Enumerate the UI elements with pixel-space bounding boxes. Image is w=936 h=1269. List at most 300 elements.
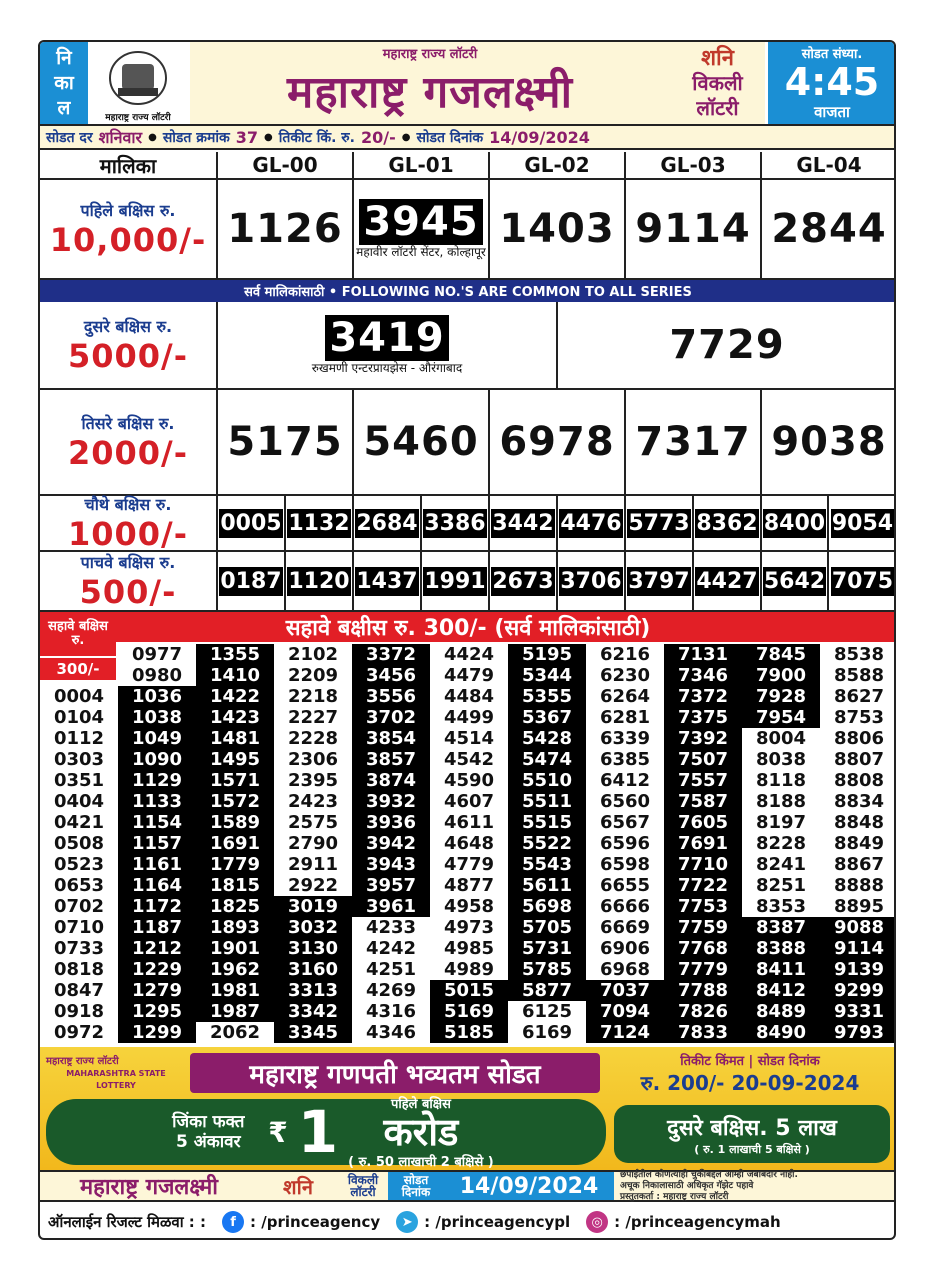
promo-first-prize (46, 1097, 606, 1170)
sixth-prize-number: 3942 (352, 833, 430, 854)
sixth-prize-number: 4611 (430, 812, 508, 833)
sixth-prize-number: 8353 (742, 896, 820, 917)
footer-notes (614, 1170, 844, 1203)
sixth-prize-number: 3874 (352, 770, 430, 791)
sixth-prize-number: 3943 (352, 854, 430, 875)
sixth-prize-number: 1481 (196, 728, 274, 749)
sixth-prize-number: 0733 (40, 938, 118, 959)
sixth-prize-number: 4989 (430, 959, 508, 980)
sixth-prize-number: 4958 (430, 896, 508, 917)
fourth-prize-number (422, 496, 490, 552)
promo-price: रु. 200/- (640, 1070, 725, 1095)
rupee-icon: ₹ (268, 1115, 288, 1149)
draw-no-label: सोडत क्रमांक (162, 129, 230, 146)
draw-date: 14/09/2024 (489, 127, 590, 147)
sixth-prize-number: 7557 (664, 770, 742, 791)
nikal-char: ल (57, 96, 71, 119)
fourth-prize-number (762, 496, 829, 552)
date-label: सोडत दिनांक (757, 1053, 820, 1069)
sixth-prize-number: 7826 (664, 1001, 742, 1022)
sixth-prize-number: 8848 (820, 812, 896, 833)
sixth-prize-number: 8807 (820, 749, 896, 770)
sixth-prize-number: 7722 (664, 875, 742, 896)
winning-shop: रुखमणी एन्टरप्रायझेस - औरंगाबाद (311, 360, 463, 375)
sixth-prize-number: 7037 (586, 980, 664, 1001)
rate-day: शनिवार (98, 128, 143, 147)
rate-label: सोडत दर (46, 129, 93, 146)
sixth-prize-number: 8188 (742, 791, 820, 812)
promo-one: 1 (297, 1098, 339, 1166)
second-prize-label (40, 302, 218, 390)
sixth-prize-number: 1129 (118, 770, 196, 791)
promo-logo (46, 1053, 186, 1095)
sixth-prize-number: 1815 (196, 875, 274, 896)
sixth-prize-number: 8490 (742, 1022, 820, 1043)
number-text: 1120 (288, 568, 350, 594)
sixth-prize-number: 5367 (508, 707, 586, 728)
sixth-prize-number: 1036 (118, 686, 196, 707)
nikal-badge (40, 42, 88, 124)
sixth-prize-number: 1161 (118, 854, 196, 875)
sixth-prize-number: 2423 (274, 791, 352, 812)
sixth-prize-number: 4648 (430, 833, 508, 854)
second-prize-number: 3419 (325, 315, 448, 361)
win-line1: जिंका फक्त (172, 1112, 245, 1132)
sixth-prize-number: 5522 (508, 833, 586, 854)
fourth-prize-number (829, 496, 896, 552)
nikal-char: का (54, 71, 74, 94)
promo-price-label: तिकीट किंमत | सोडत दिनांक (680, 1053, 820, 1069)
sixth-prize-number: 7759 (664, 917, 742, 938)
sixth-prize-number: 2395 (274, 770, 352, 791)
number-text: 1437 (356, 568, 418, 594)
prize-amount: 500/- (79, 573, 177, 611)
sixth-prize-number: 4484 (430, 686, 508, 707)
instagram-link[interactable]: : /princeagencymah (614, 1213, 781, 1231)
prize-amount: 10,000/- (49, 221, 207, 259)
fifth-prize-number (354, 552, 422, 612)
prize-title: दुसरे बक्षिस रु. (83, 317, 173, 336)
footer-note: अचूक निकालासाठी अधिकृत गॅझेट पहावे (620, 1180, 754, 1191)
fifth-prize-number (626, 552, 694, 612)
number-text: 3706 (560, 568, 622, 594)
bullet: ● (264, 131, 273, 143)
number-text: 9054 (831, 510, 894, 536)
first-prize-winning-cell (354, 180, 490, 280)
number-text: 4476 (560, 510, 622, 536)
footer-date-label: सोडत दिनांक (388, 1172, 444, 1200)
fifth-prize-number (490, 552, 558, 612)
series-label: मालिका (40, 152, 218, 180)
sixth-prize-number: 0508 (40, 833, 118, 854)
sixth-prize-number: 6169 (508, 1022, 586, 1043)
footer-date: 14/09/2024 (444, 1172, 614, 1200)
facebook-icon[interactable]: f (222, 1211, 244, 1233)
sixth-prize-number: 4985 (430, 938, 508, 959)
sixth-prize-number: 2062 (196, 1022, 274, 1043)
sixth-prize-number: 7710 (664, 854, 742, 875)
sixth-prize-number: 1172 (118, 896, 196, 917)
social-links (40, 1204, 896, 1240)
number-text: 5642 (763, 568, 826, 594)
sixth-prize-number: 0004 (40, 686, 118, 707)
fourth-prize-number (694, 496, 762, 552)
price-label: तिकीट किंमत (680, 1053, 745, 1069)
sixth-prize-number: 7124 (586, 1022, 664, 1043)
sixth-prize-number: 1495 (196, 749, 274, 770)
sixth-prize-number: 6412 (586, 770, 664, 791)
promo-second-prize (614, 1105, 890, 1163)
first-prize-label (40, 180, 218, 280)
sixth-prize-number: 1133 (118, 791, 196, 812)
sixth-prize-title: सहावे बक्षीस रु. 300/- (सर्व मालिकांसाठी) (40, 612, 896, 642)
second-prize-winning-cell (218, 302, 558, 390)
sixth-prize-number: 7833 (664, 1022, 742, 1043)
sixth-prize-number: 1589 (196, 812, 274, 833)
sixth-prize-number: 5611 (508, 875, 586, 896)
sixth-prize-number: 7507 (664, 749, 742, 770)
sixth-prize-number: 5344 (508, 665, 586, 686)
third-prize-number: 9038 (762, 390, 896, 496)
sixth-prize-number: 1164 (118, 875, 196, 896)
sixth-prize-number: 1038 (118, 707, 196, 728)
sixth-prize-column (274, 644, 352, 1043)
nikal-char: नि (56, 46, 72, 69)
sixth-prize-number: 5705 (508, 917, 586, 938)
sixth-prize-number: 1049 (118, 728, 196, 749)
number-text: 4427 (696, 568, 758, 594)
sixth-prize-number: 4877 (430, 875, 508, 896)
prize-title: चौथे बक्षिस रु. (84, 495, 172, 514)
sixth-prize-number: 1090 (118, 749, 196, 770)
sixth-prize-number: 4973 (430, 917, 508, 938)
sixth-prize-number: 3342 (274, 1001, 352, 1022)
sixth-prize-number: 2209 (274, 665, 352, 686)
third-prize-number: 7317 (626, 390, 762, 496)
sixth-prize-number: 7954 (742, 707, 820, 728)
fourth-prize-label (40, 496, 218, 552)
sixth-prize-number: 6906 (586, 938, 664, 959)
sixth-prize-number: 8412 (742, 980, 820, 1001)
sixth-prize-number: 8895 (820, 896, 896, 917)
sixth-prize-number: 1299 (118, 1022, 196, 1043)
sixth-prize-number: 1279 (118, 980, 196, 1001)
sixth-prize-number: 4542 (430, 749, 508, 770)
sixth-prize-number: 5185 (430, 1022, 508, 1043)
sixth-prize-number: 7691 (664, 833, 742, 854)
sixth-prize-column (352, 644, 430, 1043)
sixth-prize-number: 8538 (820, 644, 896, 665)
footer-title: महाराष्ट्र गजलक्ष्मी (79, 1175, 218, 1200)
sixth-prize-number: 1691 (196, 833, 274, 854)
promo-logo-text-en: MAHARASHTRA STATE LOTTERY (66, 1069, 166, 1090)
sixth-prize-number: 7094 (586, 1001, 664, 1022)
third-prize-number: 5175 (218, 390, 354, 496)
sixth-prize-number: 5515 (508, 812, 586, 833)
sixth-prize-number: 3556 (352, 686, 430, 707)
type-label-2: लॉटरी (696, 95, 739, 120)
footer-note: प्रस्तुतकर्ता : महाराष्ट्र राज्य लॉटरी (620, 1191, 729, 1202)
sixth-prize-number: 5355 (508, 686, 586, 707)
sixth-prize-number: 1987 (196, 1001, 274, 1022)
fifth-prize-number (829, 552, 896, 612)
sixth-prize-number: 6230 (586, 665, 664, 686)
footer-day: शनि (283, 1174, 313, 1199)
third-prize-label (40, 390, 218, 496)
sixth-prize-number: 8411 (742, 959, 820, 980)
sixth-prize-number: 4590 (430, 770, 508, 791)
instagram-icon[interactable]: ◎ (586, 1211, 608, 1233)
sixth-prize-number: 3372 (352, 644, 430, 665)
facebook-link[interactable]: : /princeagency (250, 1213, 381, 1231)
first-prize-number: 2844 (762, 180, 896, 280)
sixth-prize-number: 6666 (586, 896, 664, 917)
sixth-prize-number: 8038 (742, 749, 820, 770)
draw-time: 4:45 (784, 60, 880, 104)
bullet: ● (401, 131, 411, 143)
promo-win-text (158, 1112, 258, 1152)
sixth-prize-number: 8849 (820, 833, 896, 854)
sixth-prize-number: 8118 (742, 770, 820, 791)
sixth-prize-column (118, 644, 196, 1043)
third-prize-number: 5460 (354, 390, 490, 496)
fourth-prize-number (218, 496, 286, 552)
sixth-prize-number: 9331 (820, 1001, 896, 1022)
telegram-link[interactable]: : /princeagencypl (424, 1213, 571, 1231)
sixth-prize-number: 9088 (820, 917, 896, 938)
sixth-prize-number: 6567 (586, 812, 664, 833)
series-name: GL-00 (218, 152, 354, 180)
sixth-prize-number: 5510 (508, 770, 586, 791)
sixth-prize-number: 5195 (508, 644, 586, 665)
first-prize-number: 3945 (359, 199, 482, 245)
sixth-prize-amount: 300/- (40, 658, 116, 680)
sixth-prize-number: 1355 (196, 644, 274, 665)
promo-crore-block (348, 1094, 494, 1170)
fifth-prize-number (422, 552, 490, 612)
sixth-prize-number: 3160 (274, 959, 352, 980)
first-prize-number: 1126 (218, 180, 354, 280)
fourth-prize-number (626, 496, 694, 552)
sixth-prize-number: 4479 (430, 665, 508, 686)
sixth-prize-number: 2575 (274, 812, 352, 833)
sixth-prize-number: 1779 (196, 854, 274, 875)
sixth-prize-number: 7605 (664, 812, 742, 833)
sixth-prize-number: 8241 (742, 854, 820, 875)
promo-title: महाराष्ट्र गणपती भव्यतम सोडत (190, 1053, 600, 1093)
sixth-prize-number: 6598 (586, 854, 664, 875)
sixth-prize-number: 5543 (508, 854, 586, 875)
sixth-prize-number: 1295 (118, 1001, 196, 1022)
sixth-prize-number: 4251 (352, 959, 430, 980)
sixth-prize-number: 2922 (274, 875, 352, 896)
sixth-prize-number: 6385 (586, 749, 664, 770)
sixth-prize-number: 1410 (196, 665, 274, 686)
sixth-prize-number: 8753 (820, 707, 896, 728)
footer-strip (40, 1170, 896, 1202)
sixth-prize-number: 7845 (742, 644, 820, 665)
sixth-prize-number: 8489 (742, 1001, 820, 1022)
common-series-banner: सर्व मालिकांसाठी • FOLLOWING NO.'S ARE COMMON TO ALL SERIES (40, 280, 896, 302)
sixth-prize-number: 2218 (274, 686, 352, 707)
sixth-prize-column (742, 644, 820, 1043)
sixth-prize-number: 2911 (274, 854, 352, 875)
sixth-prize-number: 0977 (118, 644, 196, 665)
sixth-prize-column (586, 644, 664, 1043)
number-text: 3442 (492, 510, 554, 536)
sixth-prize-number: 3130 (274, 938, 352, 959)
fourth-prize-number (490, 496, 558, 552)
fifth-prize-number (286, 552, 354, 612)
sixth-prize-number: 4233 (352, 917, 430, 938)
draw-no: 37 (235, 127, 259, 147)
sixth-prize-number: 6669 (586, 917, 664, 938)
state-lottery-logo (92, 46, 184, 122)
sixth-prize-number: 9793 (820, 1022, 896, 1043)
sixth-prize-number: 1981 (196, 980, 274, 1001)
sixth-prize-column (430, 644, 508, 1043)
sixth-prize-number: 7346 (664, 665, 742, 686)
sixth-prize-number: 5169 (430, 1001, 508, 1022)
sixth-prize-number: 1229 (118, 959, 196, 980)
sixth-prize-number: 0653 (40, 875, 118, 896)
sixth-prize-number: 5877 (508, 980, 586, 1001)
number-text: 1991 (424, 568, 486, 594)
sixth-prize-number: 6655 (586, 875, 664, 896)
promo-date: 20-09-2024 (731, 1070, 860, 1095)
sixth-prize-number: 5731 (508, 938, 586, 959)
footer-type: विकली लॉटरी (347, 1173, 379, 1199)
number-text: 1132 (288, 510, 350, 536)
super-title: महाराष्ट्र राज्य लॉटरी (382, 47, 478, 62)
sixth-prize-number: 6339 (586, 728, 664, 749)
fifth-prize-number (218, 552, 286, 612)
sixth-prize-number: 0702 (40, 896, 118, 917)
sixth-prize-number: 1893 (196, 917, 274, 938)
number-text: 2673 (492, 568, 554, 594)
sixth-prize-number: 6281 (586, 707, 664, 728)
sixth-prize-number: 2228 (274, 728, 352, 749)
sixth-prize-number: 4269 (352, 980, 430, 1001)
sixth-prize-number: 7392 (664, 728, 742, 749)
promo-price-values (641, 1069, 860, 1096)
sixth-prize-number: 3857 (352, 749, 430, 770)
promo-price-date (610, 1051, 890, 1095)
series-name: GL-04 (762, 152, 896, 180)
result-sheet (38, 40, 896, 1240)
sixth-prize-number: 5785 (508, 959, 586, 980)
draw-time-box (768, 42, 896, 124)
promo-first-label: पहिले बक्षिस (390, 1097, 451, 1112)
sixth-prize-number: 1187 (118, 917, 196, 938)
prize-title: पाचवे बक्षिस रु. (80, 553, 176, 572)
sixth-prize-label: सहावे बक्षिस रु. (40, 612, 116, 656)
sixth-prize-number: 1962 (196, 959, 274, 980)
logo-caption: महाराष्ट्र राज्य लॉटरी (105, 113, 171, 123)
sixth-prize-number: 8388 (742, 938, 820, 959)
sixth-prize-column (196, 644, 274, 1043)
fifth-prize-label (40, 552, 218, 612)
sixth-prize-number: 3854 (352, 728, 430, 749)
sixth-prize-column (664, 644, 742, 1043)
bullet: ● (148, 131, 157, 143)
promo-sub: ( रु. 50 लाखाची 2 बक्षिसे ) (348, 1155, 494, 1170)
sixth-prize-number: 7928 (742, 686, 820, 707)
number-text: 8362 (696, 510, 758, 536)
sixth-prize-number: 8867 (820, 854, 896, 875)
fourth-prize-number (558, 496, 626, 552)
sixth-prize-number: 4499 (430, 707, 508, 728)
sixth-prize-number: 8004 (742, 728, 820, 749)
fifth-prize-number (762, 552, 829, 612)
sixth-prize-number: 8627 (820, 686, 896, 707)
prize-amount: 5000/- (67, 337, 189, 375)
sixth-prize-number: 7131 (664, 644, 742, 665)
sixth-prize-number: 7587 (664, 791, 742, 812)
first-prize-number: 1403 (490, 180, 626, 280)
sixth-prize-number: 7375 (664, 707, 742, 728)
sixth-prize-number: 6216 (586, 644, 664, 665)
day-label: शनि (701, 45, 734, 71)
sixth-prize-number: 9299 (820, 980, 896, 1001)
title-block (190, 42, 670, 124)
sixth-prize-number: 0303 (40, 749, 118, 770)
sixth-prize-number: 8806 (820, 728, 896, 749)
sixth-prize-number: 3702 (352, 707, 430, 728)
sixth-prize-number: 5015 (430, 980, 508, 1001)
sixth-prize-number: 3936 (352, 812, 430, 833)
sixth-prize-number: 7753 (664, 896, 742, 917)
sixth-prize-number: 7900 (742, 665, 820, 686)
sixth-prize-number: 8588 (820, 665, 896, 686)
sixth-prize-number: 3456 (352, 665, 430, 686)
prize-amount: 1000/- (67, 515, 189, 553)
fifth-prize-number (558, 552, 626, 612)
sixth-prize-number: 8888 (820, 875, 896, 896)
sixth-prize-number: 1572 (196, 791, 274, 812)
sixth-prize-number: 1571 (196, 770, 274, 791)
prize-title: पहिले बक्षिस रु. (80, 201, 176, 220)
sixth-prize-number: 1154 (118, 812, 196, 833)
sixth-prize-number: 0710 (40, 917, 118, 938)
sixth-prize-number: 8387 (742, 917, 820, 938)
ticket-label: तिकीट किं. रु. (278, 129, 355, 146)
series-name: GL-03 (626, 152, 762, 180)
sixth-prize-number: 1825 (196, 896, 274, 917)
sixth-prize-number: 0351 (40, 770, 118, 791)
sixth-prize-number: 3019 (274, 896, 352, 917)
sixth-prize-number: 6264 (586, 686, 664, 707)
sixth-prize-number: 5511 (508, 791, 586, 812)
sixth-prize-number: 0404 (40, 791, 118, 812)
series-name: GL-01 (354, 152, 490, 180)
sixth-prize-number: 9139 (820, 959, 896, 980)
sixth-prize-number: 4242 (352, 938, 430, 959)
promo-logo-text: महाराष्ट्र राज्य लॉटरी (46, 1056, 119, 1067)
winning-shop: महावीर लॉटरी सेंटर, कोल्हापूर (356, 244, 486, 259)
sixth-prize-number: 0980 (118, 665, 196, 686)
sixth-prize-number: 0918 (40, 1001, 118, 1022)
number-text: 5773 (628, 510, 690, 536)
sixth-prize-number: 6968 (586, 959, 664, 980)
sixth-prize-number: 5474 (508, 749, 586, 770)
telegram-icon[interactable]: ➤ (396, 1211, 418, 1233)
promo-crore: करोड (383, 1110, 459, 1154)
sixth-prize-number: 7788 (664, 980, 742, 1001)
sixth-prize-number: 0847 (40, 980, 118, 1001)
sixth-prize-number: 8808 (820, 770, 896, 791)
fourth-prize-number (354, 496, 422, 552)
